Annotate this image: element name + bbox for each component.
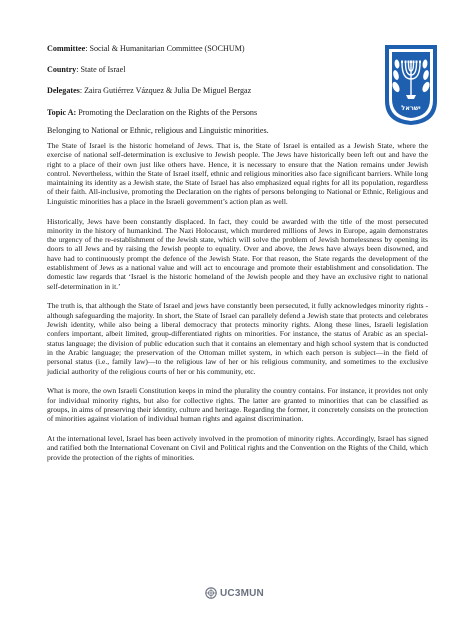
country-label: Country bbox=[47, 65, 77, 75]
document-body bbox=[47, 141, 428, 472]
committee-line bbox=[47, 43, 382, 54]
topic-label: Topic A: bbox=[47, 107, 77, 117]
delegates-line bbox=[47, 85, 382, 96]
delegates-label: Delegates bbox=[47, 86, 80, 96]
emblem-inscription: ישראל bbox=[401, 104, 421, 112]
country-line bbox=[47, 64, 382, 75]
paragraph-1: The State of Israel is the historic homeland of Jews. That is, the State of Israel is entailed as a Jewish State, where the exercise of national self-determination is exclusive to Jewish people. The Jews have historically been left out and have the right to a place of their own just like others have. Hence, it is necessary to ensure that the Nation remains under Jewish control. Nevertheless, within the State of Israel itself, ethnic and religious minorities also face significant barriers. While long maintaining its identity as a Jewish state, the State of Israel has also emphasized equal rights for all its population, regardless of their faith. All-inclusive, promoting the Declaration on the rights of persons belonging to National or Ethnic, Religious and Linguistic minorities has a place in the Israeli government’s action plan as well. bbox=[47, 141, 428, 206]
topic-value-line2: Belonging to National or Ethnic, religious and Linguistic minorities. bbox=[47, 125, 269, 135]
paragraph-2: Historically, Jews have been constantly displaced. In fact, they could be awarded with the title of the most persecuted minority in the history of humankind. The Nazi Holocaust, which murdered millions of Jews in Europe, again demonstrates the urgency of the re-establishment of the Jewish state, which will solve the problem of Jewish homelessness by opening its doors to all Jews and by raising the Jewish people to equality. Over and above, the Jews have always been disowned, and have had to continuously prompt the defence of the Jewish State. For that reason, the State regards the development of the establishment of Jews as a national value and will act to encourage and promote their establishment and consolidation. The domestic law regards that ‘Israel is the historic homeland of the Jewish people and they have an exclusive right to national self-determination in it.’ bbox=[47, 216, 428, 291]
topic-line bbox=[47, 107, 382, 118]
paragraph-5: At the international level, Israel has been actively involved in the promotion of minority rights. Accordingly, Israel has signed and ratified both the International Covenant on Civil and Political rights and the Convention on the Rights of the Child, which provide the protection of the rights of minorities. bbox=[47, 434, 428, 462]
un-globe-icon bbox=[205, 587, 217, 599]
country-value: : State of Israel bbox=[76, 65, 126, 75]
committee-value: : Social & Humanitarian Committee (SOCHUM) bbox=[85, 44, 245, 53]
emblem-of-israel-icon bbox=[381, 39, 441, 127]
delegates-value: : Zaira Gutiérrez Vázquez & Julia De Miguel Bergaz bbox=[79, 86, 252, 96]
committee-label: Committee bbox=[47, 44, 86, 53]
paragraph-3: The truth is, that although the State of Israel and jews have constantly been persecuted, it fully acknowledges minority rights - although safeguarding the majority. In short, the State of Israel can parallely defend a Jewish state that protects and celebrates Jewish identity, while also being a liberal democracy that protects minority rights. Along these lines, Israeli legislation confers important, albeit limited, group-differentiated rights on minorities. For instance, the status of Arabic as an special-status language; the division of public education such that it contains an elementary and high school system that is conducted in the Arabic language; the preservation of the Ottoman millet system, in which each person is subject—in the field of personal status (i.e., family law)—to the religious law of her or his religious community, and sometimes to the exclusive judicial authority of the religious courts of her or his community, etc. bbox=[47, 301, 429, 376]
topic-value-line1: Promoting the Declaration on the Rights of the Persons bbox=[76, 107, 258, 117]
paragraph-4: What is more, the own Israeli Constitution keeps in mind the plurality the country contains. For instance, it provides not only for individual minority rights, but also for collective rights. The latter are granted to minorities that can be classified as groups, in aims of preserving their identity, culture and heritage. Regarding the former, it concretely consists on the protection of minorities against violation of individual human rights and against discrimination. bbox=[47, 386, 428, 424]
footer-brand: UC3MUN bbox=[220, 587, 264, 599]
footer-logo bbox=[205, 587, 264, 599]
document-header bbox=[47, 43, 382, 136]
